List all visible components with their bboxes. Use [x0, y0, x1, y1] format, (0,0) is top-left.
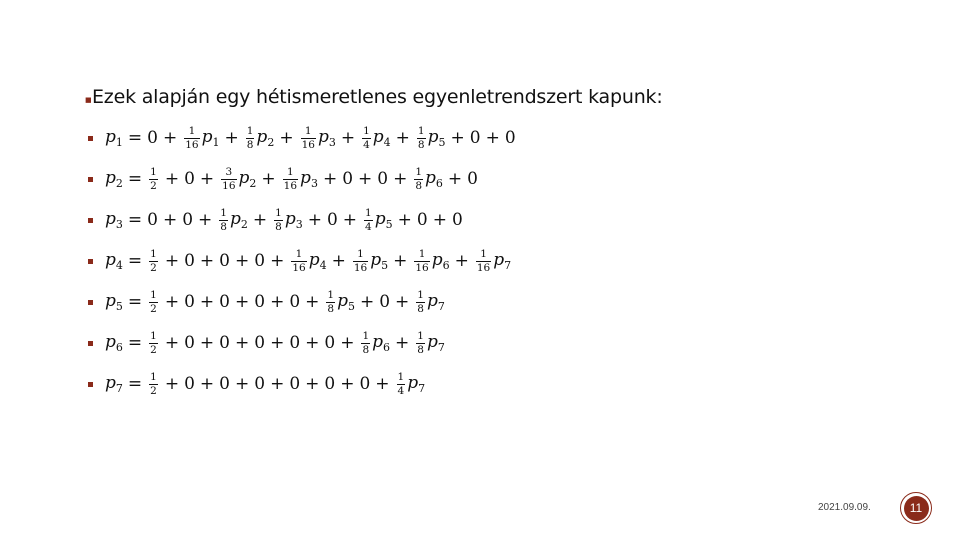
- term: [254, 333, 265, 353]
- fraction-numerator: 3: [225, 166, 233, 178]
- plus-sign: +: [395, 128, 410, 148]
- variable: $p_5$: [337, 291, 355, 313]
- variable-subscript: 5: [381, 259, 389, 272]
- constant: 0: [219, 292, 230, 312]
- fraction-numerator: 1: [480, 248, 487, 260]
- term: [219, 333, 230, 353]
- plus-sign: +: [252, 210, 268, 230]
- variable: $p_4$: [105, 250, 123, 272]
- fraction: [326, 290, 335, 314]
- fraction-denominator: 8: [275, 220, 282, 233]
- equals-sign: =: [127, 374, 143, 394]
- term: [360, 126, 391, 150]
- variable: $p_2$: [238, 168, 257, 190]
- term: [182, 126, 219, 150]
- term: [415, 126, 446, 150]
- square-bullet-icon: [88, 341, 93, 346]
- term: [452, 210, 463, 230]
- fraction-numerator: 1: [365, 207, 372, 219]
- constant: 0: [289, 333, 301, 353]
- equation-row: [88, 200, 463, 240]
- plus-sign: +: [447, 169, 463, 189]
- constant: 0: [219, 251, 230, 271]
- term: [470, 128, 481, 148]
- fraction-numerator: 1: [362, 330, 370, 342]
- constant: 0: [416, 210, 428, 230]
- fraction: [149, 331, 158, 355]
- plus-sign: +: [199, 292, 215, 312]
- plus-sign: +: [199, 251, 215, 271]
- constant: 0: [184, 333, 195, 353]
- fraction: [219, 208, 228, 232]
- fraction-denominator: 4: [397, 384, 405, 397]
- equation-row: [88, 364, 425, 404]
- plus-sign: +: [164, 374, 180, 394]
- term: [299, 126, 336, 150]
- constant: 0: [147, 210, 158, 230]
- term: [289, 292, 300, 312]
- plus-sign: +: [340, 128, 356, 148]
- fraction-numerator: 1: [415, 166, 423, 178]
- fraction-numerator: 1: [188, 125, 196, 137]
- term: [184, 374, 195, 394]
- variable-subscript: 6: [383, 341, 391, 354]
- plus-sign: +: [359, 292, 375, 312]
- equation: [105, 167, 478, 191]
- term: [342, 169, 353, 189]
- plus-sign: +: [305, 292, 320, 312]
- fraction-denominator: 2: [150, 343, 157, 356]
- plus-sign: +: [450, 128, 465, 148]
- constant: 0: [147, 128, 158, 148]
- variable: $p_7$: [407, 373, 426, 395]
- equals-sign: =: [127, 251, 143, 271]
- fraction-denominator: 16: [222, 179, 236, 192]
- constant: 0: [254, 251, 266, 271]
- constant: 0: [184, 292, 195, 312]
- plus-sign: +: [305, 333, 320, 353]
- variable: $p_5$: [427, 127, 446, 149]
- term: [359, 331, 390, 355]
- plus-sign: +: [305, 374, 320, 394]
- equation: [105, 331, 445, 355]
- term: [184, 333, 195, 353]
- plus-sign: +: [234, 374, 250, 394]
- term: [254, 374, 265, 394]
- fraction-denominator: 16: [185, 138, 199, 151]
- term: [359, 374, 370, 394]
- term: [219, 167, 256, 191]
- variable-subscript: 7: [437, 300, 445, 313]
- equation-row: [88, 241, 511, 281]
- plus-sign: +: [198, 210, 213, 230]
- fraction-denominator: 8: [220, 220, 227, 233]
- equals-sign: =: [127, 292, 143, 312]
- fraction-denominator: 16: [415, 261, 429, 274]
- fraction-denominator: 8: [417, 302, 424, 315]
- plus-sign: +: [397, 210, 412, 230]
- variable-subscript: 6: [442, 259, 450, 272]
- fraction: [149, 167, 158, 191]
- plus-sign: +: [164, 292, 180, 312]
- fraction-numerator: 1: [150, 166, 157, 178]
- square-bullet-icon: [88, 177, 93, 182]
- plus-sign: +: [199, 374, 215, 394]
- variable-subscript: 5: [347, 300, 355, 313]
- fraction-numerator: 1: [150, 289, 157, 301]
- equation-row: [88, 323, 445, 363]
- variable-subscript: 5: [115, 300, 123, 313]
- fraction-numerator: 1: [418, 248, 426, 260]
- constant: 0: [184, 169, 195, 189]
- term: [289, 249, 326, 273]
- term: [324, 333, 335, 353]
- term: [324, 374, 335, 394]
- variable: $p_7$: [426, 291, 445, 313]
- fraction-denominator: 2: [150, 261, 157, 274]
- fraction: [397, 372, 406, 396]
- fraction: [283, 167, 298, 191]
- plus-sign: +: [454, 251, 469, 271]
- term: [184, 251, 195, 271]
- term: [414, 290, 445, 314]
- plus-sign: +: [234, 333, 250, 353]
- plus-sign: +: [340, 333, 355, 353]
- term: [467, 169, 478, 189]
- fraction-denominator: 16: [283, 179, 298, 192]
- constant: 0: [254, 333, 266, 353]
- plus-sign: +: [322, 169, 338, 189]
- term: [505, 128, 516, 148]
- term: [184, 169, 195, 189]
- variable: $p_4$: [372, 127, 391, 149]
- term: [182, 210, 193, 230]
- fraction-denominator: 8: [417, 138, 425, 151]
- fraction: [353, 249, 368, 273]
- plus-sign: +: [279, 128, 294, 148]
- fraction-numerator: 1: [150, 248, 157, 260]
- plus-sign: +: [164, 251, 180, 271]
- variable-subscript: 6: [115, 341, 123, 354]
- variable-subscript: 4: [319, 259, 327, 272]
- fraction: [221, 167, 236, 191]
- fraction: [291, 249, 306, 273]
- slide-title: Ezek alapján egy hétismeretlenes egyenletrendszert kapunk:: [92, 86, 663, 108]
- variable-subscript: 2: [249, 177, 257, 190]
- fraction-numerator: 1: [150, 371, 157, 383]
- fraction: [414, 167, 423, 191]
- variable: $p_7$: [493, 250, 512, 272]
- term: [147, 167, 160, 191]
- equation: [105, 372, 425, 396]
- square-bullet-icon: [88, 300, 93, 305]
- fraction: [476, 249, 491, 273]
- variable-subscript: 6: [435, 177, 443, 190]
- plus-sign: +: [432, 210, 447, 230]
- variable: $p_7$: [426, 332, 445, 354]
- equation-row: [88, 159, 478, 199]
- variable-subscript: 7: [115, 382, 123, 395]
- variable: $p_5$: [105, 291, 123, 313]
- term: [474, 249, 511, 273]
- variable: $p_6$: [425, 168, 443, 190]
- fraction-numerator: 1: [220, 207, 227, 219]
- term: [362, 208, 393, 232]
- variable: $p_6$: [372, 332, 391, 354]
- variable: $p_1$: [201, 127, 220, 149]
- fraction: [362, 126, 371, 150]
- fraction: [149, 372, 158, 396]
- plus-sign: +: [199, 169, 215, 189]
- constant: 0: [254, 374, 266, 394]
- term: [184, 292, 195, 312]
- variable: $p_1$: [105, 127, 123, 149]
- fraction-denominator: 8: [327, 302, 335, 315]
- constant: 0: [182, 210, 194, 230]
- equation: [105, 208, 463, 232]
- fraction: [184, 126, 199, 150]
- plus-sign: +: [164, 333, 180, 353]
- fraction: [274, 208, 283, 232]
- equation-row: [88, 118, 516, 158]
- variable: $p_3$: [105, 209, 123, 231]
- variable: $p_3$: [284, 209, 303, 231]
- variable-subscript: 2: [115, 177, 123, 190]
- constant: 0: [359, 374, 371, 394]
- constant: 0: [289, 292, 301, 312]
- term: [289, 333, 300, 353]
- constant: 0: [377, 169, 389, 189]
- fraction-denominator: 16: [301, 138, 315, 151]
- fraction: [361, 331, 370, 355]
- term: [395, 372, 426, 396]
- plus-sign: +: [224, 128, 239, 148]
- fraction-denominator: 2: [150, 179, 157, 192]
- constant: 0: [469, 128, 481, 148]
- constant: 0: [342, 169, 354, 189]
- plus-sign: +: [270, 374, 285, 394]
- plus-sign: +: [395, 333, 410, 353]
- fraction: [246, 126, 255, 150]
- term: [412, 249, 449, 273]
- variable-subscript: 3: [328, 136, 336, 149]
- fraction: [417, 126, 426, 150]
- term: [147, 372, 160, 396]
- fraction-numerator: 1: [287, 166, 294, 178]
- constant: 0: [504, 128, 516, 148]
- square-bullet-icon: [88, 259, 93, 264]
- fraction-numerator: 1: [327, 289, 335, 301]
- fraction: [416, 290, 425, 314]
- fraction-numerator: 1: [417, 289, 424, 301]
- constant: 0: [219, 374, 230, 394]
- plus-sign: +: [393, 251, 408, 271]
- term: [254, 292, 265, 312]
- variable: $p_5$: [374, 209, 393, 231]
- variable-subscript: 5: [438, 136, 446, 149]
- variable-subscript: 7: [504, 259, 512, 272]
- plus-sign: +: [261, 169, 276, 189]
- plus-sign: +: [395, 292, 410, 312]
- plus-sign: +: [162, 210, 178, 230]
- fraction-numerator: 1: [417, 125, 425, 137]
- page-number-badge: [900, 492, 932, 524]
- variable-subscript: 7: [418, 382, 426, 395]
- fraction-numerator: 1: [357, 248, 364, 260]
- term: [147, 331, 160, 355]
- constant: 0: [184, 374, 195, 394]
- fraction-numerator: 1: [397, 371, 405, 383]
- plus-sign: +: [307, 210, 322, 230]
- fraction: [301, 126, 316, 150]
- variable-subscript: 3: [295, 218, 303, 231]
- fraction-numerator: 1: [304, 125, 312, 137]
- equals-sign: =: [127, 128, 143, 148]
- variable-subscript: 1: [115, 136, 123, 149]
- fraction-denominator: 2: [150, 302, 157, 315]
- term: [414, 331, 445, 355]
- equation: [105, 290, 445, 314]
- fraction: [149, 290, 158, 314]
- constant: 0: [324, 374, 336, 394]
- fraction-denominator: 16: [292, 261, 306, 274]
- plus-sign: +: [342, 210, 358, 230]
- variable-subscript: 2: [240, 218, 248, 231]
- constant: 0: [289, 374, 301, 394]
- plus-sign: +: [234, 251, 250, 271]
- term: [219, 374, 230, 394]
- variable-subscript: 4: [115, 259, 123, 272]
- variable: $p_5$: [370, 250, 389, 272]
- fraction-numerator: 1: [275, 207, 282, 219]
- variable-subscript: 3: [115, 218, 123, 231]
- equals-sign: =: [127, 169, 143, 189]
- fraction-numerator: 1: [246, 125, 254, 137]
- fraction-denominator: 8: [415, 179, 423, 192]
- term: [377, 169, 388, 189]
- fraction: [364, 208, 373, 232]
- term: [281, 167, 318, 191]
- title-bullet-icon: ■: [85, 96, 92, 104]
- plus-sign: +: [164, 169, 180, 189]
- plus-sign: +: [393, 169, 408, 189]
- term: [327, 210, 338, 230]
- term: [254, 251, 265, 271]
- constant: 0: [467, 169, 478, 189]
- fraction-denominator: 8: [246, 138, 254, 151]
- term: [412, 167, 443, 191]
- variable: $p_3$: [317, 127, 336, 149]
- term: [272, 208, 303, 232]
- fraction-denominator: 2: [150, 384, 157, 397]
- fraction-denominator: 16: [353, 261, 368, 274]
- fraction-denominator: 4: [365, 220, 372, 233]
- fraction-denominator: 8: [362, 343, 370, 356]
- constant: 0: [324, 333, 336, 353]
- equals-sign: =: [127, 210, 143, 230]
- plus-sign: +: [270, 251, 285, 271]
- variable: $p_6$: [105, 332, 123, 354]
- term: [147, 210, 158, 230]
- variable: $p_2$: [256, 127, 275, 149]
- variable: $p_2$: [229, 209, 248, 231]
- fraction-numerator: 1: [417, 330, 424, 342]
- slide-date: 2021.09.09.: [818, 502, 871, 513]
- term: [417, 210, 428, 230]
- equals-sign: =: [127, 333, 143, 353]
- fraction-numerator: 1: [363, 125, 370, 137]
- term: [244, 126, 275, 150]
- term: [289, 374, 300, 394]
- constant: 0: [184, 251, 195, 271]
- fraction: [414, 249, 429, 273]
- fraction-numerator: 1: [150, 330, 157, 342]
- variable-subscript: 2: [267, 136, 275, 149]
- term: [147, 128, 158, 148]
- page-number: 11: [904, 496, 929, 521]
- plus-sign: +: [199, 333, 215, 353]
- variable-subscript: 3: [310, 177, 318, 190]
- square-bullet-icon: [88, 218, 93, 223]
- term: [219, 251, 230, 271]
- equation-row: [88, 282, 445, 322]
- variable: $p_3$: [300, 168, 318, 190]
- fraction-denominator: 8: [417, 343, 424, 356]
- plus-sign: +: [234, 292, 250, 312]
- square-bullet-icon: [88, 136, 93, 141]
- constant: 0: [219, 333, 230, 353]
- constant: 0: [451, 210, 463, 230]
- variable: $p_2$: [105, 168, 123, 190]
- fraction: [416, 331, 425, 355]
- term: [219, 292, 230, 312]
- term: [147, 249, 160, 273]
- variable: $p_7$: [105, 373, 123, 395]
- term: [379, 292, 390, 312]
- term: [324, 290, 355, 314]
- term: [217, 208, 248, 232]
- variable: $p_4$: [308, 250, 327, 272]
- plus-sign: +: [340, 374, 355, 394]
- plus-sign: +: [270, 333, 285, 353]
- plus-sign: +: [331, 251, 346, 271]
- fraction-numerator: 1: [295, 248, 303, 260]
- equation: [105, 126, 516, 150]
- constant: 0: [326, 210, 338, 230]
- plus-sign: +: [162, 128, 178, 148]
- term: [147, 290, 160, 314]
- constant: 0: [379, 292, 391, 312]
- equation: [105, 249, 511, 273]
- variable-subscript: 1: [212, 136, 220, 149]
- fraction: [149, 249, 158, 273]
- variable-subscript: 7: [437, 341, 445, 354]
- variable: $p_6$: [431, 250, 450, 272]
- plus-sign: +: [485, 128, 500, 148]
- term: [351, 249, 388, 273]
- variable-subscript: 4: [383, 136, 391, 149]
- square-bullet-icon: [88, 382, 93, 387]
- fraction-denominator: 16: [476, 261, 491, 274]
- variable-subscript: 5: [385, 218, 393, 231]
- plus-sign: +: [375, 374, 390, 394]
- fraction-denominator: 4: [363, 138, 370, 151]
- plus-sign: +: [358, 169, 373, 189]
- plus-sign: +: [270, 292, 285, 312]
- constant: 0: [254, 292, 266, 312]
